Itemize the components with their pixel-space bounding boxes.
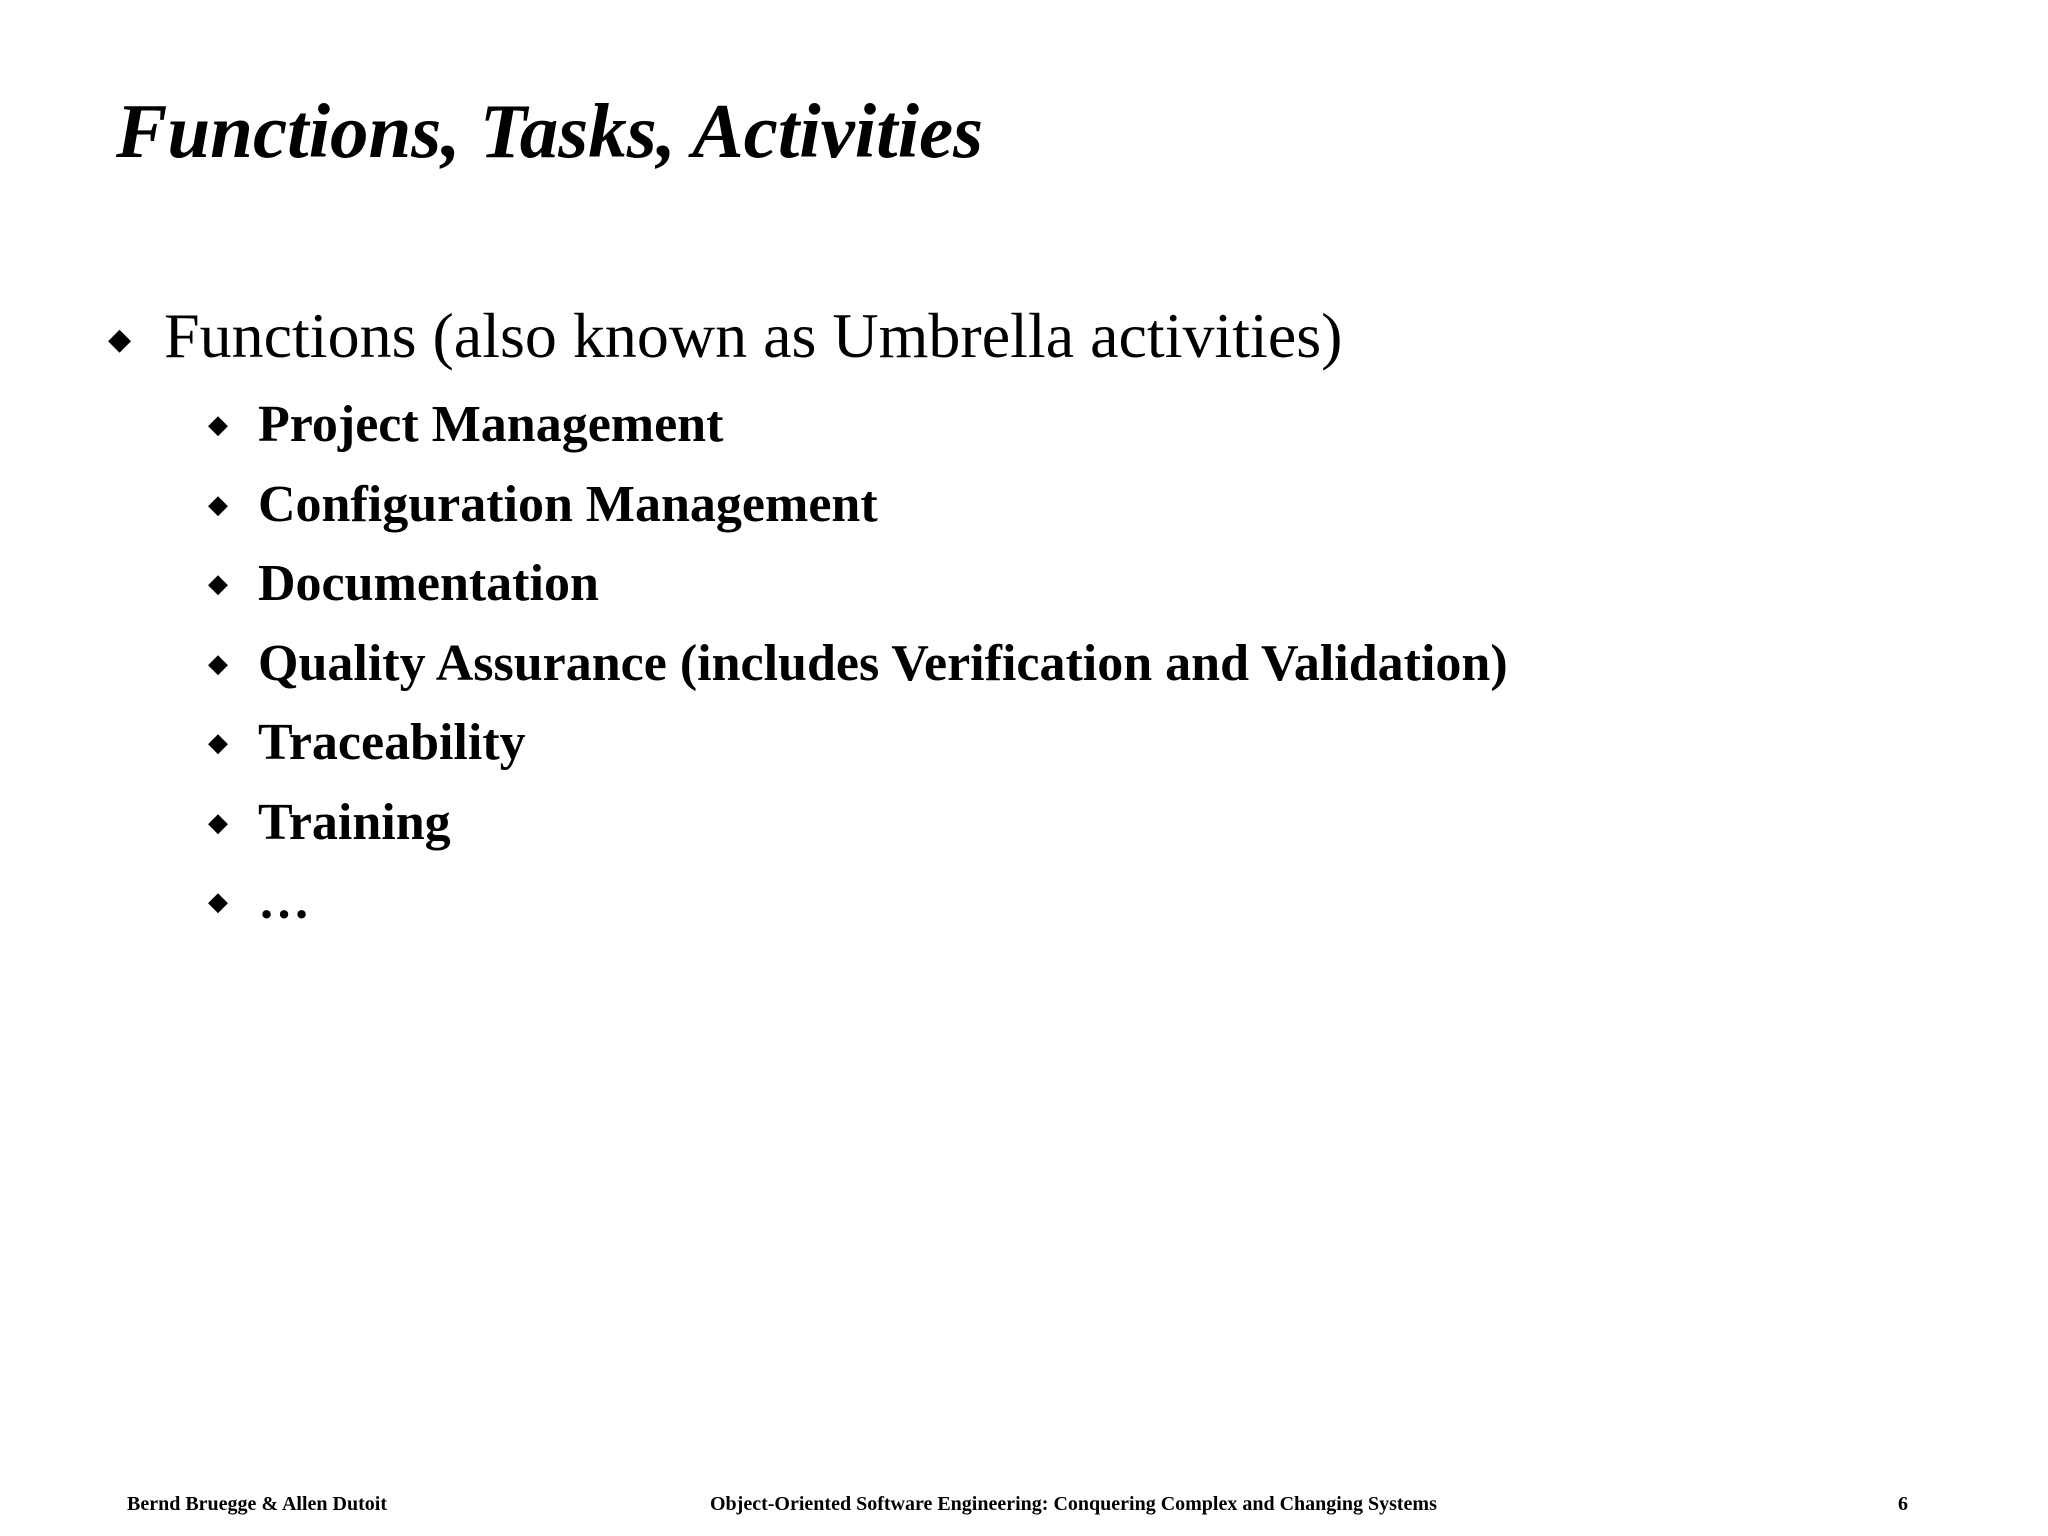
sub-bullet-item: [208, 712, 1508, 792]
footer-book-title: Object-Oriented Software Engineering: Conquering Complex and Changing Systems: [710, 1493, 1437, 1515]
sub-bullet-text: Project Management: [258, 396, 724, 453]
bullet-text: Functions (also known as Umbrella activities): [164, 300, 1343, 371]
diamond-bullet-icon: ◆: [208, 807, 228, 837]
diamond-bullet-icon: ◆: [208, 728, 228, 757]
sub-bullet-item: [208, 871, 1508, 951]
footer-page-number: 6: [1898, 1493, 1908, 1515]
sub-bullet-text: …: [258, 873, 310, 930]
sub-bullet-text: Training: [258, 793, 451, 851]
diamond-bullet-icon: ◆: [108, 323, 132, 356]
sub-bullet-item: [208, 633, 1508, 713]
bullet-functions: [108, 298, 1342, 375]
diamond-bullet-icon: ◆: [208, 569, 228, 598]
diamond-bullet-icon: ◆: [208, 489, 228, 519]
sub-bullet-item: [208, 553, 1508, 633]
sub-bullet-text: Documentation: [258, 555, 599, 612]
sub-bullet-item: [208, 792, 1508, 872]
sub-bullet-text: Quality Assurance (includes Verification and Validation): [258, 634, 1508, 692]
diamond-bullet-icon: ◆: [208, 410, 228, 439]
sub-bullet-text: Configuration Management: [258, 475, 878, 533]
footer-authors: Bernd Bruegge & Allen Dutoit: [127, 1493, 387, 1515]
sub-bullet-text: Traceability: [258, 714, 526, 771]
diamond-bullet-icon: ◆: [208, 887, 228, 916]
functions-sublist: [208, 394, 1508, 951]
sub-bullet-item: [208, 394, 1508, 474]
slide-title: Functions, Tasks, Activities: [116, 88, 984, 174]
sub-bullet-item: [208, 474, 1508, 554]
diamond-bullet-icon: ◆: [208, 648, 228, 678]
